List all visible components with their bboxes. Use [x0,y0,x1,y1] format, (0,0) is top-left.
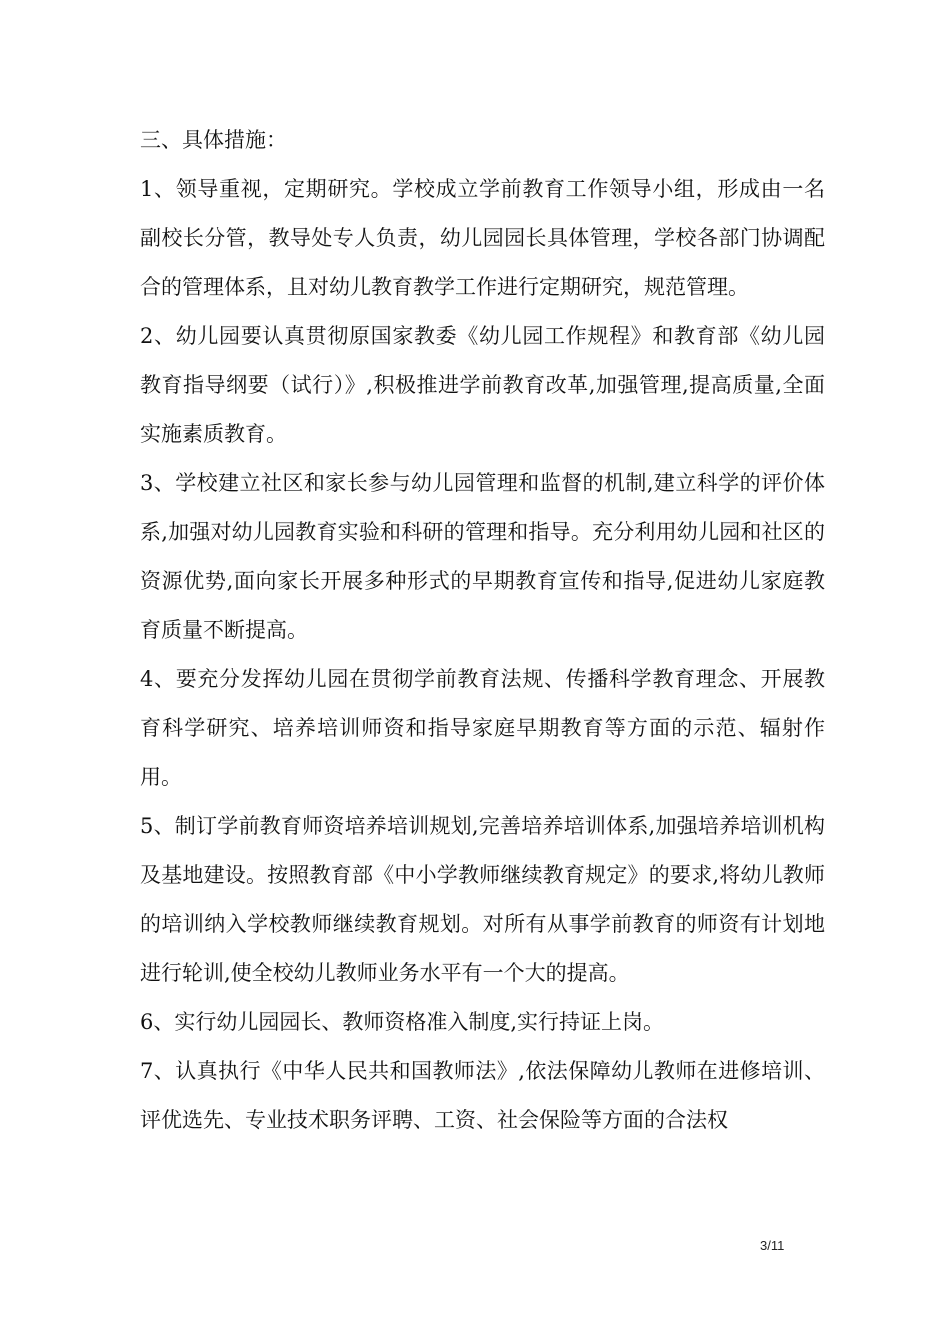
paragraph-7: 7、认真执行《中华人民共和国教师法》,依法保障幼儿教师在进修培训、评优选先、专业技术职务评聘、工资、社会保险等方面的合法权 [140,1059,825,1132]
paragraph-4: 4、要充分发挥幼儿园在贯彻学前教育法规、传播科学教育理念、开展教育科学研究、培养培训师资和指导家庭早期教育等方面的示范、辐射作用。 [140,667,825,789]
section-heading: 三、具体措施： [140,128,287,152]
document-body [140,116,825,1145]
paragraph-5: 5、制订学前教育师资培养培训规划,完善培养培训体系,加强培养培训机构及基地建设。按照教育部《中小学教师继续教育规定》的要求,将幼儿教师的培训纳入学校教师继续教育规划。对所有从事学前教育的师资有计划地进行轮训,使全校幼儿教师业务水平有一个大的提高。 [140,814,825,985]
paragraph-6: 6、实行幼儿园园长、教师资格准入制度,实行持证上岗。 [140,1010,665,1034]
paragraph-2: 2、幼儿园要认真贯彻原国家教委《幼儿园工作规程》和教育部《幼儿园教育指导纲要（试行）》,积极推进学前教育改革,加强管理,提高质量,全面实施素质教育。 [140,324,825,446]
page-number: 3/11 [760,1238,785,1253]
paragraph-3: 3、学校建立社区和家长参与幼儿园管理和监督的机制,建立科学的评价体系,加强对幼儿园教育实验和科研的管理和指导。充分利用幼儿园和社区的资源优势,面向家长开展多种形式的早期教育宣传和指导,促进幼儿家庭教育质量不断提高。 [140,471,825,642]
paragraph-1: 1、领导重视，定期研究。学校成立学前教育工作领导小组，形成由一名副校长分管，教导处专人负责，幼儿园园长具体管理，学校各部门协调配合的管理体系，且对幼儿教育教学工作进行定期研究，规范管理。 [140,177,825,299]
